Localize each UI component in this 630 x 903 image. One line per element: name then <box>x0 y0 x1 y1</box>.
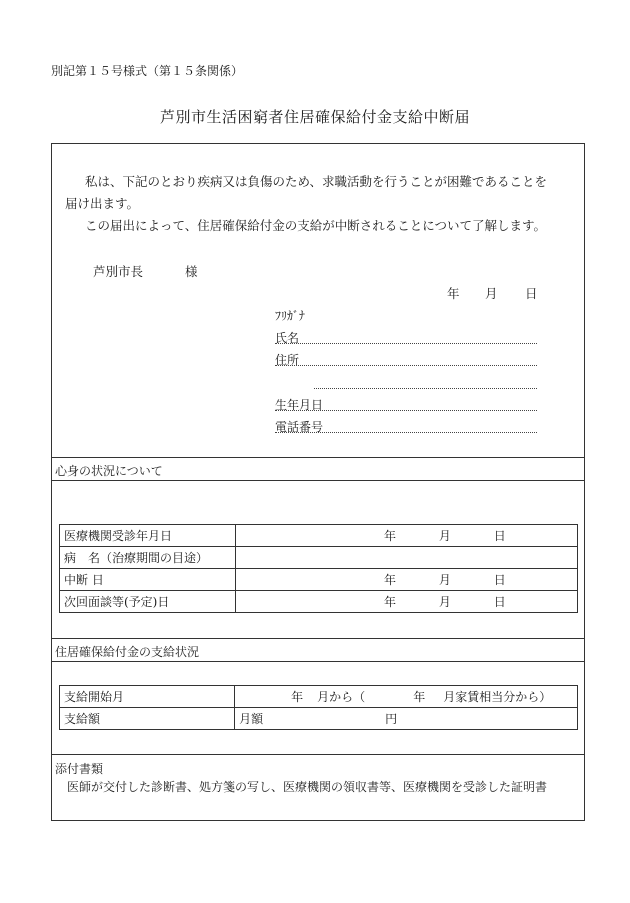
start-month-from: 月から（ <box>317 690 366 704</box>
submit-month-label: 月 <box>485 286 498 301</box>
year-label: 年 <box>380 569 435 591</box>
divider <box>52 457 584 458</box>
addressee: 芦別市長 <box>93 264 144 279</box>
payment-section-heading: 住居確保給付金の支給状況 <box>55 645 200 659</box>
health-section-heading: 心身の状況について <box>55 464 163 478</box>
declaration-line-3: この届出によって、住居確保給付金の支給が中断されることについて了解します。 <box>85 218 547 233</box>
day-label: 日 <box>490 525 578 547</box>
health-row-input[interactable] <box>235 569 380 591</box>
start-year-label: 年 <box>291 690 304 704</box>
name-label: 氏名 <box>275 331 300 345</box>
form-frame <box>51 143 585 821</box>
form-title: 芦別市生活困窮者住居確保給付金支給中断届 <box>159 108 470 126</box>
birthdate-label: 生年月日 <box>275 398 324 412</box>
phone-field[interactable] <box>275 432 537 433</box>
name-field[interactable] <box>275 343 537 344</box>
health-row-label: 中断 日 <box>60 569 236 591</box>
attachments-text: 医師が交付した診断書、処方箋の写し、医療機関の領収書等、医療機関を受診した証明書 <box>67 780 548 794</box>
furigana-label: ﾌﾘｶﾞﾅ <box>275 309 306 323</box>
declaration-line-2: 届け出ます。 <box>65 196 140 211</box>
form-number: 別記第１５号様式（第１５条関係） <box>51 64 244 78</box>
rent-year-label: 年 <box>413 690 426 704</box>
divider <box>52 754 584 755</box>
year-label: 年 <box>380 525 435 547</box>
monthly-label: 月額 <box>239 712 264 726</box>
day-label: 日 <box>490 569 578 591</box>
health-table <box>59 524 578 613</box>
attachments-heading: 添付書類 <box>55 762 104 776</box>
addressee-honorific: 様 <box>185 264 198 279</box>
amount-label: 支給額 <box>60 708 235 730</box>
diagnosis-input[interactable] <box>235 547 577 569</box>
table-row <box>60 708 578 730</box>
birthdate-field[interactable] <box>275 410 537 411</box>
health-row-input[interactable] <box>235 525 380 547</box>
start-month-field[interactable] <box>235 686 578 708</box>
divider <box>52 638 584 639</box>
health-row-label: 医療機関受診年月日 <box>60 525 236 547</box>
table-row <box>60 591 578 613</box>
health-row-label: 病 名（治療期間の目途） <box>60 547 236 569</box>
month-label: 月 <box>435 525 490 547</box>
phone-label: 電話番号 <box>275 420 324 434</box>
start-month-label: 支給開始月 <box>60 686 235 708</box>
month-label: 月 <box>435 591 490 613</box>
month-label: 月 <box>435 569 490 591</box>
amount-field[interactable] <box>235 708 578 730</box>
rent-month-suffix: 月家賃相当分から） <box>443 690 552 704</box>
submit-day-label: 日 <box>525 286 538 301</box>
health-row-input[interactable] <box>235 591 380 613</box>
address-label: 住所 <box>275 353 300 367</box>
table-row <box>60 686 578 708</box>
payment-table <box>59 685 578 730</box>
address-field[interactable] <box>275 365 537 366</box>
health-row-label: 次回面談等(予定)日 <box>60 591 236 613</box>
address-field-line-2[interactable] <box>314 388 537 389</box>
table-row <box>60 569 578 591</box>
declaration-line-1: 私は、下記のとおり疾病又は負傷のため、求職活動を行うことが困難であることを <box>85 174 548 189</box>
day-label: 日 <box>490 591 578 613</box>
divider <box>52 480 584 481</box>
table-row <box>60 525 578 547</box>
year-label: 年 <box>380 591 435 613</box>
divider <box>52 661 584 662</box>
yen-label: 円 <box>385 712 398 726</box>
submit-year-label: 年 <box>447 286 460 301</box>
table-row <box>60 547 578 569</box>
